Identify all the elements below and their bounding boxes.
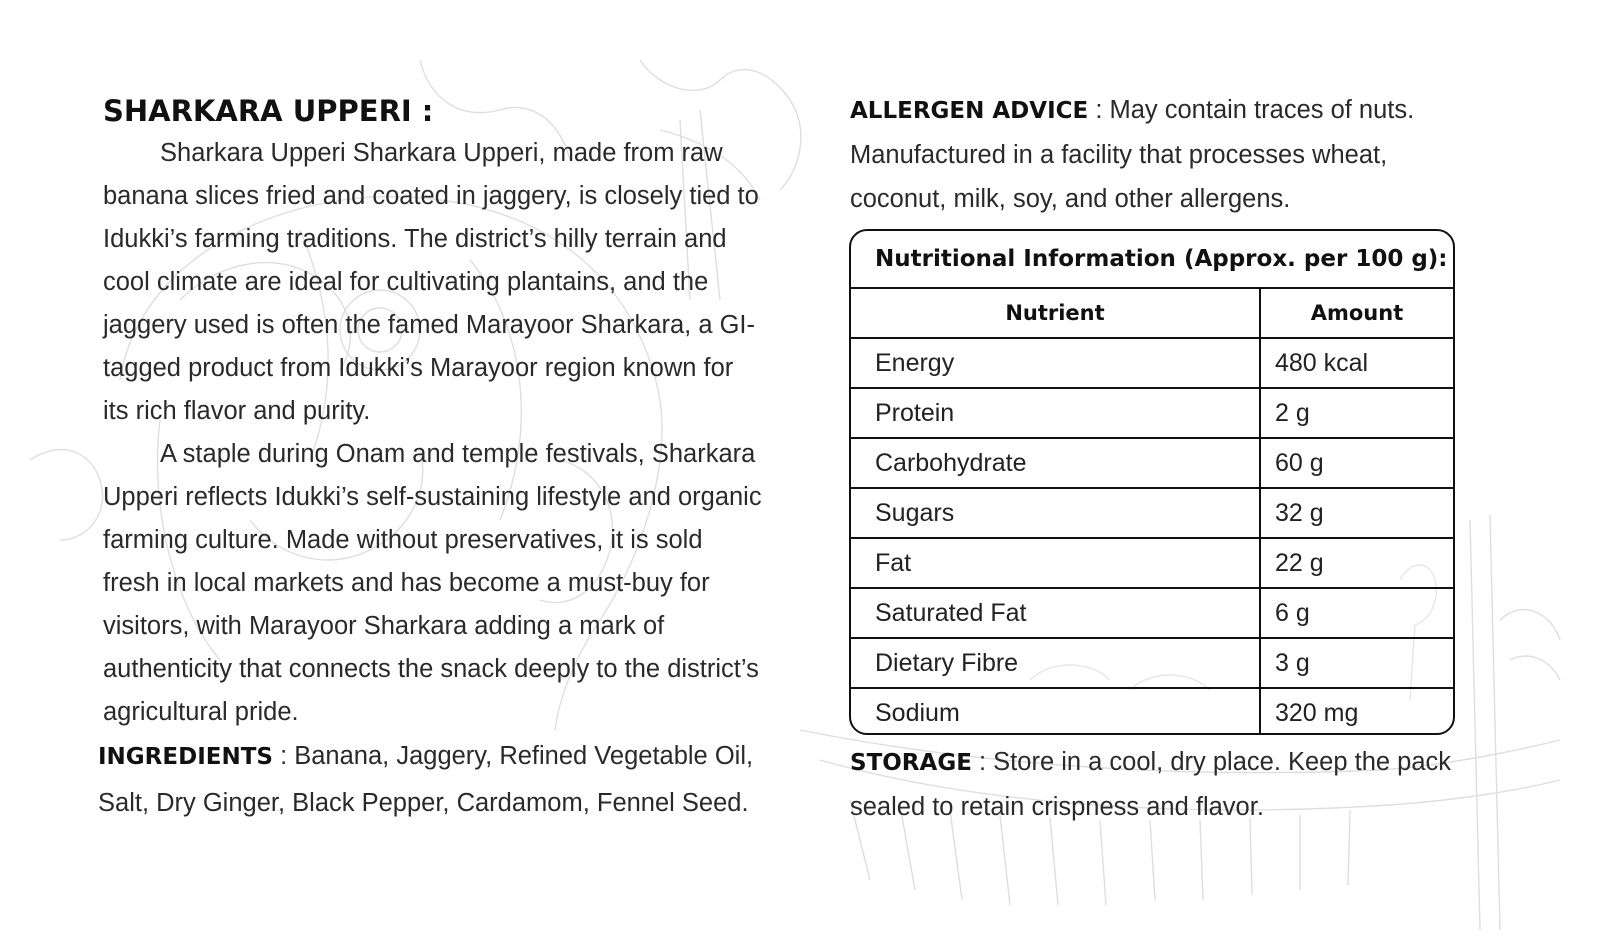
storage-label: STORAGE: [850, 750, 972, 776]
nutrient-name: Sugars: [851, 488, 1260, 538]
ingredients-label: INGREDIENTS: [98, 744, 273, 770]
table-row: [851, 438, 1453, 488]
product-title: SHARKARA UPPERI :: [103, 94, 434, 128]
nutrient-name: Energy: [851, 338, 1260, 388]
nutrition-table: [851, 289, 1453, 735]
nutrient-amount: 3 g: [1260, 638, 1453, 688]
table-row: [851, 338, 1453, 388]
nutrient-amount: 2 g: [1260, 388, 1453, 438]
product-description-column: [103, 90, 763, 734]
storage-text: : Store in a cool, dry place. Keep the pack sealed to retain crispness and flavor.: [850, 748, 1452, 821]
allergen-text: : May contain traces of nuts. Manufactured in a facility that processes wheat, coconut, milk, soy, and other allergens.: [850, 96, 1415, 213]
nutrient-name: Sodium: [851, 688, 1260, 735]
nutrient-amount: 22 g: [1260, 538, 1453, 588]
table-row: [851, 638, 1453, 688]
table-row: [851, 688, 1453, 735]
nutrient-name: Fat: [851, 538, 1260, 588]
table-row: [851, 388, 1453, 438]
nutrition-title: Nutritional Information (Approx. per 100 g):: [851, 231, 1453, 289]
table-row: [851, 488, 1453, 538]
nutrition-header-row: [851, 289, 1453, 338]
nutrient-name: Dietary Fibre: [851, 638, 1260, 688]
nutrient-name: Carbohydrate: [851, 438, 1260, 488]
nutrient-amount: 32 g: [1260, 488, 1453, 538]
nutrient-amount: 60 g: [1260, 438, 1453, 488]
allergen-advice-section: [850, 88, 1490, 221]
ingredients-text: : Banana, Jaggery, Refined Vegetable Oil, Salt, Dry Ginger, Black Pepper, Cardamom, Fennel Seed.: [98, 742, 754, 817]
table-row: [851, 538, 1453, 588]
description-paragraph-1: Sharkara Upperi Sharkara Upperi, made from raw banana slices fried and coated in jaggery, is closely tied to Idukki’s farming traditions. The district’s hilly terrain and cool climate are ideal for cultivating plantains, and the jaggery used is often the famed Marayoor Sharkara, a GI-tagged product from Idukki’s Marayoor region known for its rich flavor and purity.: [103, 139, 759, 425]
storage-section: [850, 740, 1490, 829]
allergen-label: ALLERGEN ADVICE: [850, 98, 1089, 124]
nutrient-amount: 480 kcal: [1260, 338, 1453, 388]
nutrient-name: Saturated Fat: [851, 588, 1260, 638]
nutrient-name: Protein: [851, 388, 1260, 438]
column-header-nutrient: Nutrient: [851, 289, 1260, 338]
nutrient-amount: 320 mg: [1275, 698, 1359, 727]
nutrient-amount: 6 g: [1260, 588, 1453, 638]
description-paragraph-2: A staple during Onam and temple festivals, Sharkara Upperi reflects Idukki’s self-sustaining lifestyle and organic farming culture. Made without preservatives, it is sold fresh in local markets and has become a must-buy for visitors, with Marayoor Sharkara adding a mark of authenticity that connects the snack deeply to the district’s agricultural pride.: [103, 440, 762, 726]
column-header-amount: Amount: [1260, 289, 1453, 338]
nutrition-info-box: [849, 229, 1455, 735]
ingredients-section: [98, 733, 778, 826]
table-row: [851, 588, 1453, 638]
